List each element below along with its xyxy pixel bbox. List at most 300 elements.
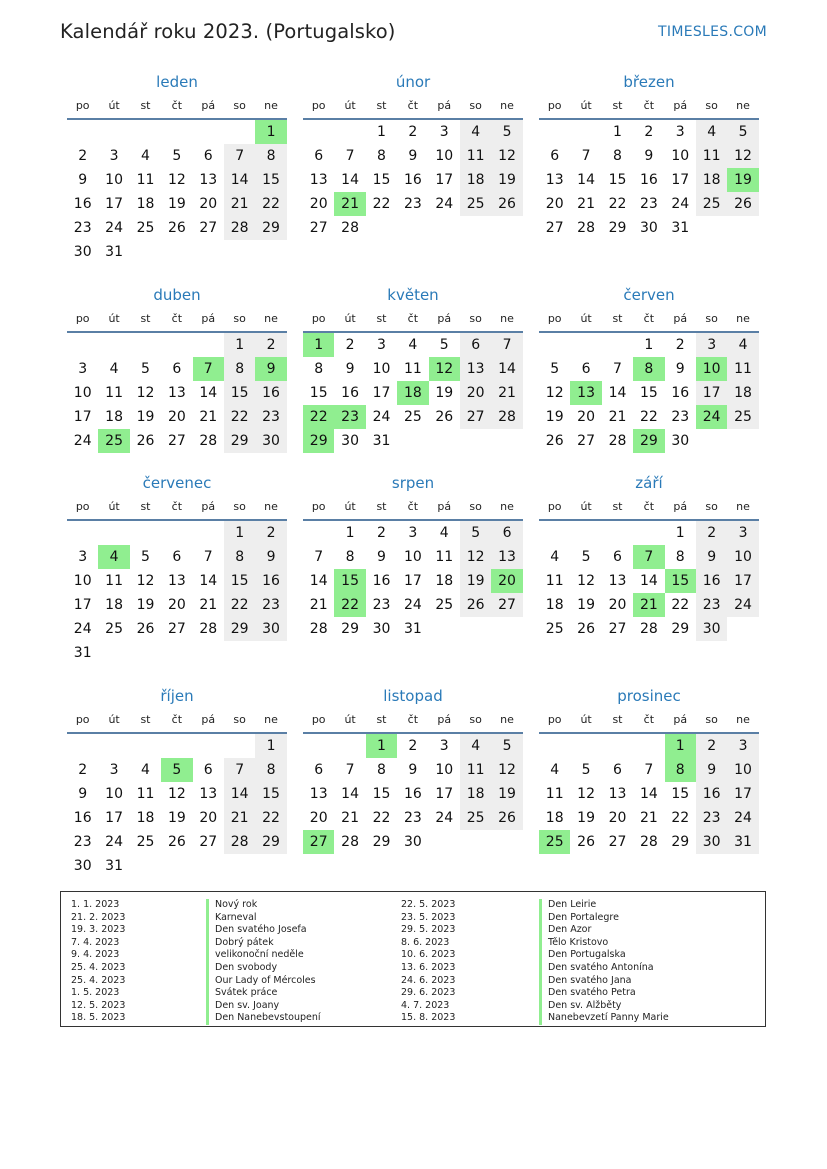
day-cell[interactable]: 8 <box>224 545 255 569</box>
day-cell[interactable]: 26 <box>136 433 155 449</box>
day-cell[interactable]: 3 <box>78 549 88 565</box>
day-cell[interactable]: 25 <box>435 597 454 613</box>
day-cell[interactable]: 17 <box>73 597 92 613</box>
day-cell[interactable]: 27 <box>167 433 186 449</box>
day-cell[interactable]: 22 <box>224 593 255 617</box>
holiday-day-cell[interactable]: 20 <box>491 569 522 593</box>
day-cell[interactable]: 2 <box>696 521 727 545</box>
day-cell[interactable]: 2 <box>408 124 418 140</box>
day-cell[interactable]: 22 <box>224 405 255 429</box>
day-cell[interactable]: 9 <box>408 762 418 778</box>
day-cell[interactable]: 29 <box>224 617 255 641</box>
day-cell[interactable]: 28 <box>224 216 255 240</box>
day-cell[interactable]: 11 <box>545 786 564 802</box>
day-cell[interactable]: 18 <box>696 168 727 192</box>
day-cell[interactable]: 10 <box>372 361 391 377</box>
day-cell[interactable]: 3 <box>109 148 119 164</box>
day-cell[interactable]: 20 <box>577 409 595 425</box>
day-cell[interactable]: 25 <box>136 834 155 850</box>
day-cell[interactable]: 31 <box>671 220 690 236</box>
day-cell[interactable]: 25 <box>105 621 123 637</box>
holiday-day-cell[interactable]: 8 <box>633 357 664 381</box>
day-cell[interactable]: 14 <box>341 786 359 802</box>
day-cell[interactable]: 1 <box>255 734 286 758</box>
holiday-day-cell[interactable]: 27 <box>303 830 334 854</box>
day-cell[interactable]: 27 <box>491 593 522 617</box>
day-cell[interactable]: 26 <box>727 192 758 216</box>
day-cell[interactable]: 5 <box>491 120 522 144</box>
day-cell[interactable]: 16 <box>639 172 658 188</box>
day-cell[interactable]: 15 <box>372 786 391 802</box>
day-cell[interactable]: 12 <box>491 144 522 168</box>
day-cell[interactable]: 12 <box>167 172 186 188</box>
day-cell[interactable]: 5 <box>491 734 522 758</box>
day-cell[interactable]: 13 <box>545 172 564 188</box>
day-cell[interactable]: 24 <box>727 806 758 830</box>
day-cell[interactable]: 15 <box>372 172 391 188</box>
day-cell[interactable]: 31 <box>105 244 123 260</box>
holiday-day-cell[interactable]: 24 <box>696 405 727 429</box>
day-cell[interactable]: 22 <box>608 196 627 212</box>
day-cell[interactable]: 15 <box>255 782 286 806</box>
day-cell[interactable]: 6 <box>550 148 560 164</box>
day-cell[interactable]: 29 <box>255 830 286 854</box>
day-cell[interactable]: 19 <box>491 782 522 806</box>
day-cell[interactable]: 14 <box>199 573 218 589</box>
day-cell[interactable]: 17 <box>727 569 758 593</box>
day-cell[interactable]: 28 <box>199 433 218 449</box>
day-cell[interactable]: 14 <box>309 573 328 589</box>
day-cell[interactable]: 5 <box>439 337 449 353</box>
day-cell[interactable]: 23 <box>403 196 422 212</box>
day-cell[interactable]: 28 <box>341 220 359 236</box>
day-cell[interactable]: 3 <box>439 124 449 140</box>
holiday-day-cell[interactable]: 1 <box>665 734 696 758</box>
day-cell[interactable]: 12 <box>136 573 155 589</box>
day-cell[interactable]: 14 <box>639 786 658 802</box>
holiday-day-cell[interactable]: 21 <box>633 593 664 617</box>
day-cell[interactable]: 26 <box>136 621 155 637</box>
day-cell[interactable]: 29 <box>372 834 391 850</box>
day-cell[interactable]: 5 <box>460 521 491 545</box>
day-cell[interactable]: 8 <box>314 361 324 377</box>
day-cell[interactable]: 5 <box>141 549 150 565</box>
day-cell[interactable]: 5 <box>581 762 591 778</box>
day-cell[interactable]: 4 <box>408 337 418 353</box>
day-cell[interactable]: 7 <box>345 762 355 778</box>
day-cell[interactable]: 24 <box>105 220 123 236</box>
day-cell[interactable]: 27 <box>199 220 218 236</box>
day-cell[interactable]: 28 <box>639 621 658 637</box>
day-cell[interactable]: 20 <box>199 196 218 212</box>
day-cell[interactable]: 21 <box>491 381 522 405</box>
day-cell[interactable]: 24 <box>435 196 454 212</box>
day-cell[interactable]: 18 <box>727 381 758 405</box>
day-cell[interactable]: 23 <box>255 405 286 429</box>
day-cell[interactable]: 24 <box>435 810 454 826</box>
holiday-day-cell[interactable]: 1 <box>255 120 286 144</box>
day-cell[interactable]: 13 <box>199 786 218 802</box>
day-cell[interactable]: 14 <box>341 172 359 188</box>
day-cell[interactable]: 25 <box>403 409 422 425</box>
day-cell[interactable]: 23 <box>696 593 727 617</box>
day-cell[interactable]: 16 <box>372 573 391 589</box>
day-cell[interactable]: 1 <box>377 124 386 140</box>
day-cell[interactable]: 17 <box>73 409 92 425</box>
day-cell[interactable]: 24 <box>372 409 391 425</box>
day-cell[interactable]: 15 <box>639 385 658 401</box>
day-cell[interactable]: 12 <box>136 385 155 401</box>
day-cell[interactable]: 9 <box>408 148 418 164</box>
day-cell[interactable]: 10 <box>435 148 454 164</box>
day-cell[interactable]: 29 <box>608 220 627 236</box>
holiday-day-cell[interactable]: 13 <box>570 381 601 405</box>
day-cell[interactable]: 7 <box>613 361 622 377</box>
day-cell[interactable]: 12 <box>460 545 491 569</box>
day-cell[interactable]: 22 <box>639 409 658 425</box>
day-cell[interactable]: 21 <box>224 192 255 216</box>
day-cell[interactable]: 16 <box>696 782 727 806</box>
holiday-day-cell[interactable]: 21 <box>334 192 365 216</box>
day-cell[interactable]: 28 <box>224 830 255 854</box>
day-cell[interactable]: 10 <box>403 549 422 565</box>
day-cell[interactable]: 22 <box>372 196 391 212</box>
day-cell[interactable]: 3 <box>439 738 449 754</box>
day-cell[interactable]: 3 <box>727 521 758 545</box>
day-cell[interactable]: 7 <box>581 148 591 164</box>
day-cell[interactable]: 7 <box>203 549 213 565</box>
day-cell[interactable]: 30 <box>255 429 286 453</box>
day-cell[interactable]: 5 <box>141 361 150 377</box>
day-cell[interactable]: 27 <box>608 621 627 637</box>
day-cell[interactable]: 20 <box>608 597 627 613</box>
day-cell[interactable]: 18 <box>545 810 564 826</box>
day-cell[interactable]: 4 <box>550 762 560 778</box>
holiday-day-cell[interactable]: 25 <box>98 429 129 453</box>
holiday-day-cell[interactable]: 15 <box>665 569 696 593</box>
day-cell[interactable]: 6 <box>613 762 622 778</box>
day-cell[interactable]: 10 <box>73 573 92 589</box>
holiday-day-cell[interactable]: 12 <box>429 357 460 381</box>
day-cell[interactable]: 23 <box>639 196 658 212</box>
holiday-day-cell[interactable]: 7 <box>193 357 224 381</box>
day-cell[interactable]: 3 <box>727 734 758 758</box>
day-cell[interactable]: 13 <box>199 172 218 188</box>
holiday-day-cell[interactable]: 9 <box>255 357 286 381</box>
day-cell[interactable]: 12 <box>491 758 522 782</box>
day-cell[interactable]: 17 <box>105 196 123 212</box>
day-cell[interactable]: 6 <box>314 148 324 164</box>
day-cell[interactable]: 13 <box>167 573 186 589</box>
day-cell[interactable]: 28 <box>639 834 658 850</box>
day-cell[interactable]: 16 <box>403 786 422 802</box>
day-cell[interactable]: 30 <box>372 621 391 637</box>
day-cell[interactable]: 29 <box>671 621 690 637</box>
day-cell[interactable]: 31 <box>73 645 92 661</box>
day-cell[interactable]: 11 <box>460 144 491 168</box>
holiday-day-cell[interactable]: 8 <box>665 758 696 782</box>
holiday-day-cell[interactable]: 4 <box>98 545 129 569</box>
day-cell[interactable]: 11 <box>403 361 422 377</box>
day-cell[interactable]: 22 <box>255 192 286 216</box>
day-cell[interactable]: 14 <box>224 168 255 192</box>
day-cell[interactable]: 27 <box>460 405 491 429</box>
day-cell[interactable]: 6 <box>581 361 591 377</box>
day-cell[interactable]: 11 <box>435 549 454 565</box>
day-cell[interactable]: 13 <box>608 573 627 589</box>
day-cell[interactable]: 27 <box>199 834 218 850</box>
day-cell[interactable]: 21 <box>199 409 218 425</box>
day-cell[interactable]: 29 <box>255 216 286 240</box>
day-cell[interactable]: 29 <box>341 621 359 637</box>
day-cell[interactable]: 17 <box>671 172 690 188</box>
day-cell[interactable]: 9 <box>377 549 386 565</box>
day-cell[interactable]: 2 <box>644 124 654 140</box>
day-cell[interactable]: 2 <box>78 148 88 164</box>
day-cell[interactable]: 12 <box>577 573 595 589</box>
day-cell[interactable]: 3 <box>109 762 119 778</box>
day-cell[interactable]: 5 <box>172 148 182 164</box>
day-cell[interactable]: 9 <box>78 786 88 802</box>
day-cell[interactable]: 21 <box>224 806 255 830</box>
day-cell[interactable]: 6 <box>203 148 213 164</box>
day-cell[interactable]: 17 <box>435 786 454 802</box>
day-cell[interactable]: 30 <box>696 830 727 854</box>
day-cell[interactable]: 13 <box>491 545 522 569</box>
day-cell[interactable]: 19 <box>460 569 491 593</box>
day-cell[interactable]: 23 <box>73 220 92 236</box>
day-cell[interactable]: 22 <box>671 597 690 613</box>
day-cell[interactable]: 25 <box>696 192 727 216</box>
day-cell[interactable]: 5 <box>581 549 591 565</box>
day-cell[interactable]: 20 <box>199 810 218 826</box>
day-cell[interactable]: 2 <box>345 337 355 353</box>
day-cell[interactable]: 4 <box>696 120 727 144</box>
day-cell[interactable]: 4 <box>109 361 119 377</box>
day-cell[interactable]: 21 <box>199 597 218 613</box>
day-cell[interactable]: 23 <box>671 409 690 425</box>
day-cell[interactable]: 28 <box>309 621 328 637</box>
day-cell[interactable]: 19 <box>545 409 564 425</box>
day-cell[interactable]: 27 <box>545 220 564 236</box>
day-cell[interactable]: 31 <box>105 858 123 874</box>
day-cell[interactable]: 24 <box>671 196 690 212</box>
day-cell[interactable]: 12 <box>577 786 595 802</box>
day-cell[interactable]: 19 <box>136 409 155 425</box>
holiday-day-cell[interactable]: 1 <box>366 734 397 758</box>
day-cell[interactable]: 20 <box>309 196 328 212</box>
day-cell[interactable]: 7 <box>491 333 522 357</box>
day-cell[interactable]: 20 <box>608 810 627 826</box>
day-cell[interactable]: 20 <box>545 196 564 212</box>
day-cell[interactable]: 19 <box>577 597 595 613</box>
holiday-day-cell[interactable]: 29 <box>633 429 664 453</box>
day-cell[interactable]: 15 <box>309 385 328 401</box>
day-cell[interactable]: 30 <box>341 433 359 449</box>
day-cell[interactable]: 31 <box>727 830 758 854</box>
day-cell[interactable]: 9 <box>345 361 355 377</box>
day-cell[interactable]: 20 <box>309 810 328 826</box>
day-cell[interactable]: 3 <box>78 361 88 377</box>
day-cell[interactable]: 2 <box>255 333 286 357</box>
day-cell[interactable]: 7 <box>314 549 324 565</box>
day-cell[interactable]: 2 <box>78 762 88 778</box>
day-cell[interactable]: 4 <box>727 333 758 357</box>
day-cell[interactable]: 9 <box>78 172 88 188</box>
day-cell[interactable]: 13 <box>309 172 328 188</box>
day-cell[interactable]: 13 <box>167 385 186 401</box>
day-cell[interactable]: 17 <box>435 172 454 188</box>
day-cell[interactable]: 24 <box>727 593 758 617</box>
day-cell[interactable]: 21 <box>341 810 359 826</box>
day-cell[interactable]: 16 <box>403 172 422 188</box>
day-cell[interactable]: 26 <box>577 834 595 850</box>
day-cell[interactable]: 21 <box>309 597 328 613</box>
day-cell[interactable]: 28 <box>577 220 595 236</box>
day-cell[interactable]: 22 <box>372 810 391 826</box>
day-cell[interactable]: 10 <box>105 172 123 188</box>
day-cell[interactable]: 8 <box>377 148 386 164</box>
day-cell[interactable]: 17 <box>696 381 727 405</box>
day-cell[interactable]: 19 <box>491 168 522 192</box>
day-cell[interactable]: 19 <box>167 810 186 826</box>
day-cell[interactable]: 25 <box>727 405 758 429</box>
day-cell[interactable]: 4 <box>550 549 560 565</box>
holiday-day-cell[interactable]: 18 <box>397 381 428 405</box>
day-cell[interactable]: 16 <box>341 385 359 401</box>
holiday-day-cell[interactable]: 23 <box>334 405 365 429</box>
day-cell[interactable]: 27 <box>309 220 328 236</box>
day-cell[interactable]: 16 <box>73 196 92 212</box>
day-cell[interactable]: 14 <box>608 385 627 401</box>
day-cell[interactable]: 6 <box>314 762 324 778</box>
day-cell[interactable]: 21 <box>577 196 595 212</box>
day-cell[interactable]: 26 <box>545 433 564 449</box>
day-cell[interactable]: 15 <box>224 569 255 593</box>
day-cell[interactable]: 30 <box>403 834 422 850</box>
day-cell[interactable]: 14 <box>224 782 255 806</box>
day-cell[interactable]: 8 <box>613 148 622 164</box>
day-cell[interactable]: 9 <box>696 545 727 569</box>
holiday-day-cell[interactable]: 7 <box>633 545 664 569</box>
day-cell[interactable]: 13 <box>309 786 328 802</box>
day-cell[interactable]: 16 <box>255 569 286 593</box>
day-cell[interactable]: 26 <box>460 593 491 617</box>
day-cell[interactable]: 11 <box>545 573 564 589</box>
brand-link[interactable]: TIMESLES.COM <box>658 24 767 40</box>
day-cell[interactable]: 11 <box>105 385 123 401</box>
day-cell[interactable]: 5 <box>550 361 560 377</box>
day-cell[interactable]: 22 <box>255 806 286 830</box>
day-cell[interactable]: 8 <box>224 357 255 381</box>
day-cell[interactable]: 15 <box>671 786 690 802</box>
day-cell[interactable]: 26 <box>167 220 186 236</box>
day-cell[interactable]: 1 <box>224 521 255 545</box>
day-cell[interactable]: 20 <box>460 381 491 405</box>
day-cell[interactable]: 22 <box>671 810 690 826</box>
day-cell[interactable]: 10 <box>435 762 454 778</box>
day-cell[interactable]: 24 <box>105 834 123 850</box>
day-cell[interactable]: 3 <box>408 525 418 541</box>
day-cell[interactable]: 2 <box>675 337 685 353</box>
holiday-day-cell[interactable]: 10 <box>696 357 727 381</box>
day-cell[interactable]: 25 <box>460 806 491 830</box>
day-cell[interactable]: 19 <box>577 810 595 826</box>
day-cell[interactable]: 30 <box>639 220 658 236</box>
day-cell[interactable]: 25 <box>136 220 155 236</box>
day-cell[interactable]: 7 <box>345 148 355 164</box>
day-cell[interactable]: 10 <box>671 148 690 164</box>
day-cell[interactable]: 12 <box>167 786 186 802</box>
day-cell[interactable]: 31 <box>403 621 422 637</box>
day-cell[interactable]: 26 <box>435 409 454 425</box>
day-cell[interactable]: 26 <box>491 192 522 216</box>
day-cell[interactable]: 8 <box>255 144 286 168</box>
day-cell[interactable]: 18 <box>105 409 123 425</box>
day-cell[interactable]: 23 <box>73 834 92 850</box>
holiday-day-cell[interactable]: 25 <box>539 830 570 854</box>
day-cell[interactable]: 9 <box>675 361 685 377</box>
day-cell[interactable]: 23 <box>255 593 286 617</box>
day-cell[interactable]: 6 <box>172 549 182 565</box>
day-cell[interactable]: 1 <box>675 525 685 541</box>
day-cell[interactable]: 3 <box>696 333 727 357</box>
holiday-day-cell[interactable]: 19 <box>727 168 758 192</box>
day-cell[interactable]: 9 <box>696 758 727 782</box>
day-cell[interactable]: 18 <box>136 810 155 826</box>
day-cell[interactable]: 28 <box>341 834 359 850</box>
day-cell[interactable]: 19 <box>435 385 454 401</box>
day-cell[interactable]: 11 <box>136 172 155 188</box>
day-cell[interactable]: 12 <box>545 385 564 401</box>
day-cell[interactable]: 30 <box>255 617 286 641</box>
day-cell[interactable]: 4 <box>439 525 449 541</box>
day-cell[interactable]: 6 <box>203 762 213 778</box>
day-cell[interactable]: 11 <box>696 144 727 168</box>
day-cell[interactable]: 4 <box>141 762 150 778</box>
day-cell[interactable]: 8 <box>675 549 685 565</box>
day-cell[interactable]: 27 <box>577 433 595 449</box>
holiday-day-cell[interactable]: 5 <box>161 758 192 782</box>
day-cell[interactable]: 12 <box>727 144 758 168</box>
day-cell[interactable]: 24 <box>403 597 422 613</box>
day-cell[interactable]: 25 <box>545 621 564 637</box>
day-cell[interactable]: 26 <box>167 834 186 850</box>
day-cell[interactable]: 23 <box>372 597 391 613</box>
day-cell[interactable]: 10 <box>105 786 123 802</box>
day-cell[interactable]: 14 <box>639 573 658 589</box>
holiday-day-cell[interactable]: 15 <box>334 569 365 593</box>
day-cell[interactable]: 23 <box>403 810 422 826</box>
day-cell[interactable]: 30 <box>73 858 92 874</box>
day-cell[interactable]: 16 <box>671 385 690 401</box>
day-cell[interactable]: 17 <box>105 810 123 826</box>
holiday-day-cell[interactable]: 29 <box>303 429 334 453</box>
day-cell[interactable]: 7 <box>224 144 255 168</box>
day-cell[interactable]: 16 <box>696 569 727 593</box>
day-cell[interactable]: 9 <box>644 148 654 164</box>
day-cell[interactable]: 23 <box>696 806 727 830</box>
day-cell[interactable]: 18 <box>460 168 491 192</box>
day-cell[interactable]: 1 <box>644 337 654 353</box>
day-cell[interactable]: 13 <box>460 357 491 381</box>
day-cell[interactable]: 10 <box>727 545 758 569</box>
day-cell[interactable]: 1 <box>345 525 355 541</box>
day-cell[interactable]: 28 <box>199 621 218 637</box>
day-cell[interactable]: 2 <box>377 525 386 541</box>
day-cell[interactable]: 16 <box>255 381 286 405</box>
day-cell[interactable]: 6 <box>491 521 522 545</box>
